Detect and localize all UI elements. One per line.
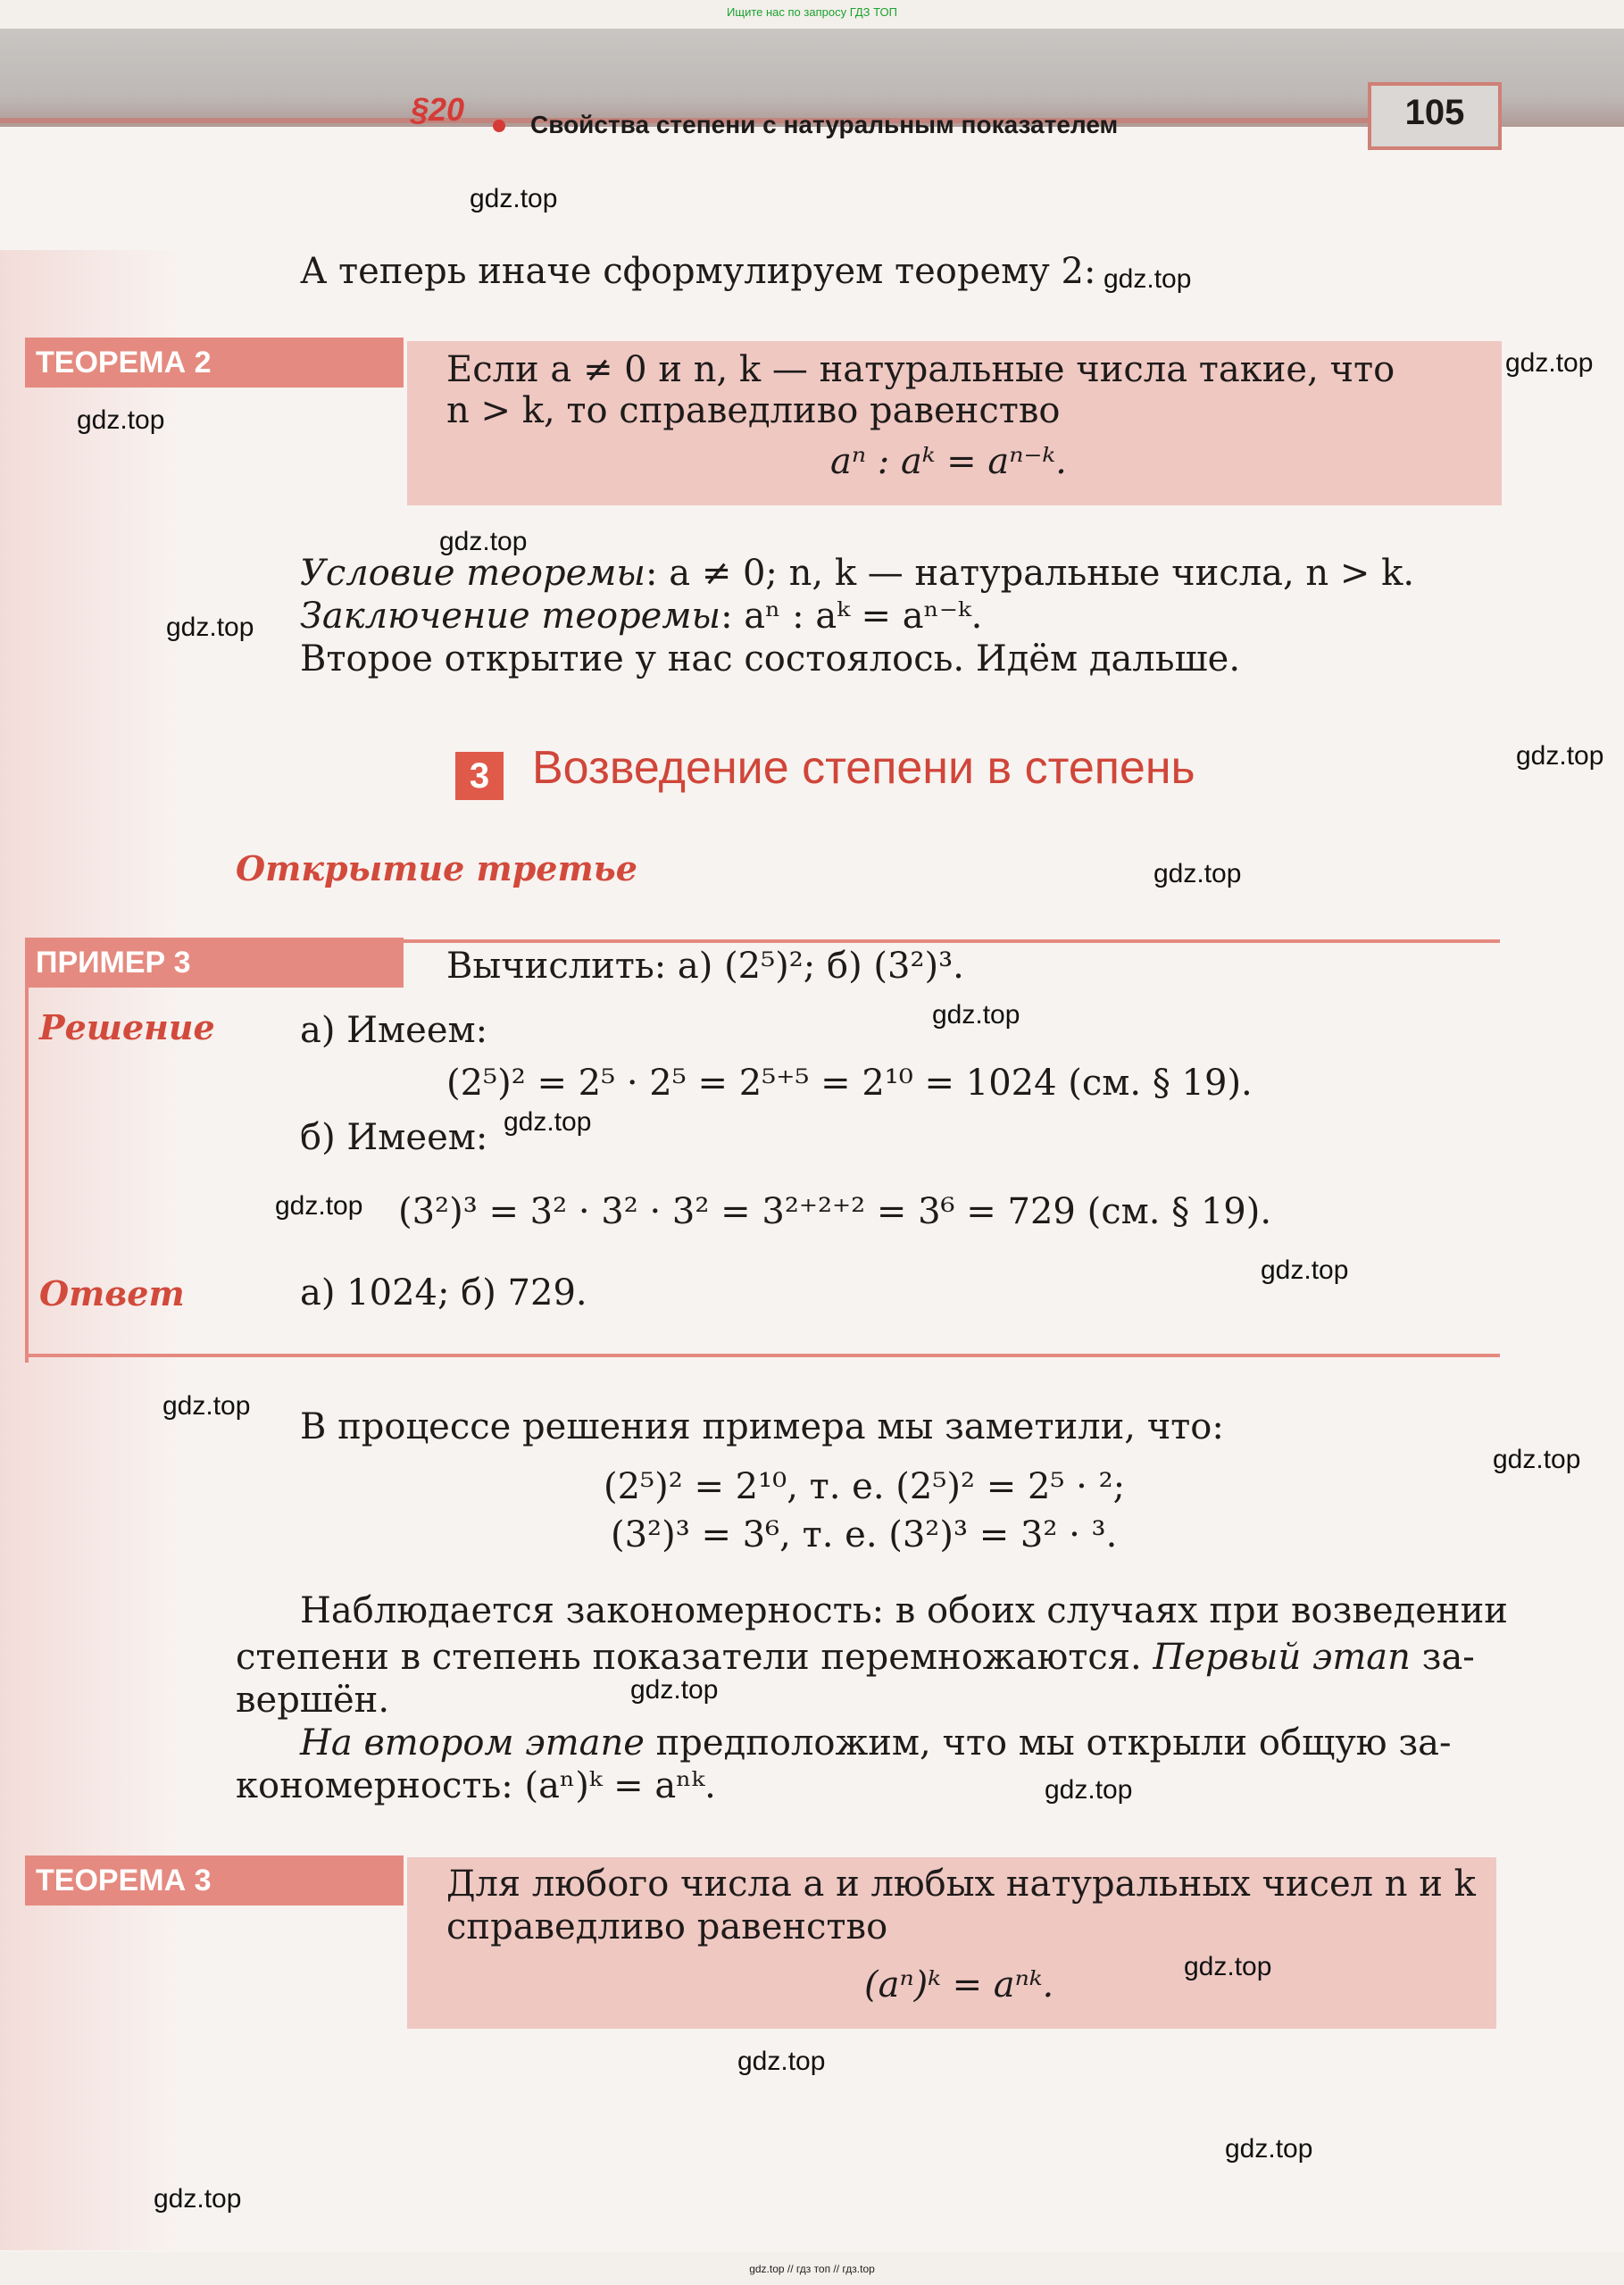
watermark: gdz.top (439, 527, 528, 556)
watermark: gdz.top (154, 2184, 242, 2214)
watermark: gdz.top (1103, 264, 1192, 294)
page-number: 105 (1404, 93, 1465, 132)
discovery-title: Открытие третье (236, 848, 637, 888)
second-stage: На втором этапе (300, 1722, 645, 1764)
theorem-3-line2: справедливо равенство (446, 1906, 888, 1947)
second-stage-line2: кономерность: (aⁿ)ᵏ = aⁿᵏ. (236, 1765, 716, 1806)
subsection-number: 3 (455, 752, 504, 800)
theorem-3-label: ТЕОРЕМА 3 (25, 1856, 404, 1906)
example-3-frame (25, 939, 1500, 1363)
bottom-link[interactable]: gdz.top // гдз топ // гдз.top (749, 2263, 875, 2275)
watermark: gdz.top (1225, 2134, 1313, 2164)
theorem-3-formula: (aⁿ)ᵏ = aⁿᵏ. (864, 1964, 1054, 2006)
watermark: gdz.top (162, 1391, 251, 1421)
observation-eq1: (2⁵)² = 2¹⁰, т. е. (2⁵)² = 2⁵ · ²; (604, 1466, 1126, 1507)
top-link[interactable]: Ищите нас по запросу ГДЗ ТОП (727, 5, 897, 19)
second-stage-text: предположим, что мы открыли общую за- (644, 1722, 1452, 1764)
theorem-2-formula: aⁿ : aᵏ = aⁿ⁻ᵏ. (830, 441, 1067, 482)
section-number: §20 (411, 91, 465, 128)
watermark: gdz.top (1493, 1445, 1581, 1474)
theorem-3-line1: Для любого числа a и любых натуральных чисел n и k (446, 1864, 1476, 1905)
first-stage: Первый этап (1153, 1637, 1411, 1678)
watermark: gdz.top (737, 2047, 826, 2076)
intro-text: А теперь иначе сформулируем теорему 2: (300, 251, 1096, 292)
watermark: gdz.top (1261, 1255, 1349, 1285)
solution-a-intro: а) Имеем: (300, 1010, 488, 1051)
solution-label: Решение (39, 1007, 215, 1047)
watermark: gdz.top (470, 184, 558, 213)
discovery-text: Второе открытие у нас состоялось. Идём дальше. (300, 638, 1241, 680)
conclusion-label: Заключение теоремы (300, 596, 721, 637)
theorem-2-line1: Если a ≠ 0 и n, k — натуральные числа такие, что (446, 349, 1395, 390)
example-3-divider (25, 1354, 1500, 1357)
pattern-line2-end: за- (1410, 1637, 1475, 1678)
pattern-line2: степени в степень показатели перемножаются. (236, 1637, 1153, 1678)
theorem-2-line2: n > k, то справедливо равенство (446, 390, 1061, 431)
watermark: gdz.top (932, 1000, 1020, 1030)
answer-label: Ответ (39, 1273, 185, 1313)
condition-label: Условие теоремы (300, 553, 645, 594)
watermark: gdz.top (1505, 348, 1594, 378)
watermark: gdz.top (166, 613, 254, 642)
watermark: gdz.top (1045, 1775, 1133, 1805)
watermark: gdz.top (77, 405, 165, 435)
solution-a-calc: (2⁵)² = 2⁵ · 2⁵ = 2⁵⁺⁵ = 2¹⁰ = 1024 (см. § 19). (446, 1063, 1253, 1104)
solution-b-calc: (3²)³ = 3² · 3² · 3² = 3²⁺²⁺² = 3⁶ = 729 (см. § 19). (398, 1191, 1272, 1232)
watermark: gdz.top (1516, 741, 1604, 771)
watermark: gdz.top (1153, 859, 1242, 888)
watermark: gdz.top (630, 1675, 719, 1705)
condition-text: : a ≠ 0; n, k — натуральные числа, n > k. (645, 553, 1415, 594)
solution-b-intro: б) Имеем: (300, 1117, 488, 1158)
subsection-title: Возведение степени в степень (532, 742, 1195, 794)
bullet-icon (493, 120, 505, 132)
observation-eq2: (3²)³ = 3⁶, т. е. (3²)³ = 3² · ³. (611, 1514, 1118, 1555)
observation-intro: В процессе решения примера мы заметили, что: (300, 1406, 1224, 1447)
answer-text: а) 1024; б) 729. (300, 1272, 587, 1313)
example-3-label: ПРИМЕР 3 (25, 938, 404, 988)
pattern-line3: вершён. (236, 1680, 390, 1721)
theorem-2-label: ТЕОРЕМА 2 (25, 338, 404, 388)
watermark: gdz.top (1184, 1952, 1272, 1981)
section-title: Свойства степени с натуральным показателем (530, 111, 1119, 138)
watermark: gdz.top (275, 1191, 363, 1221)
watermark: gdz.top (504, 1107, 592, 1137)
example-3-task: Вычислить: а) (2⁵)²; б) (3²)³. (446, 946, 964, 987)
pattern-line1: Наблюдается закономерность: в обоих случаях при возведении (300, 1590, 1508, 1631)
conclusion-text: : aⁿ : aᵏ = aⁿ⁻ᵏ. (720, 596, 983, 637)
